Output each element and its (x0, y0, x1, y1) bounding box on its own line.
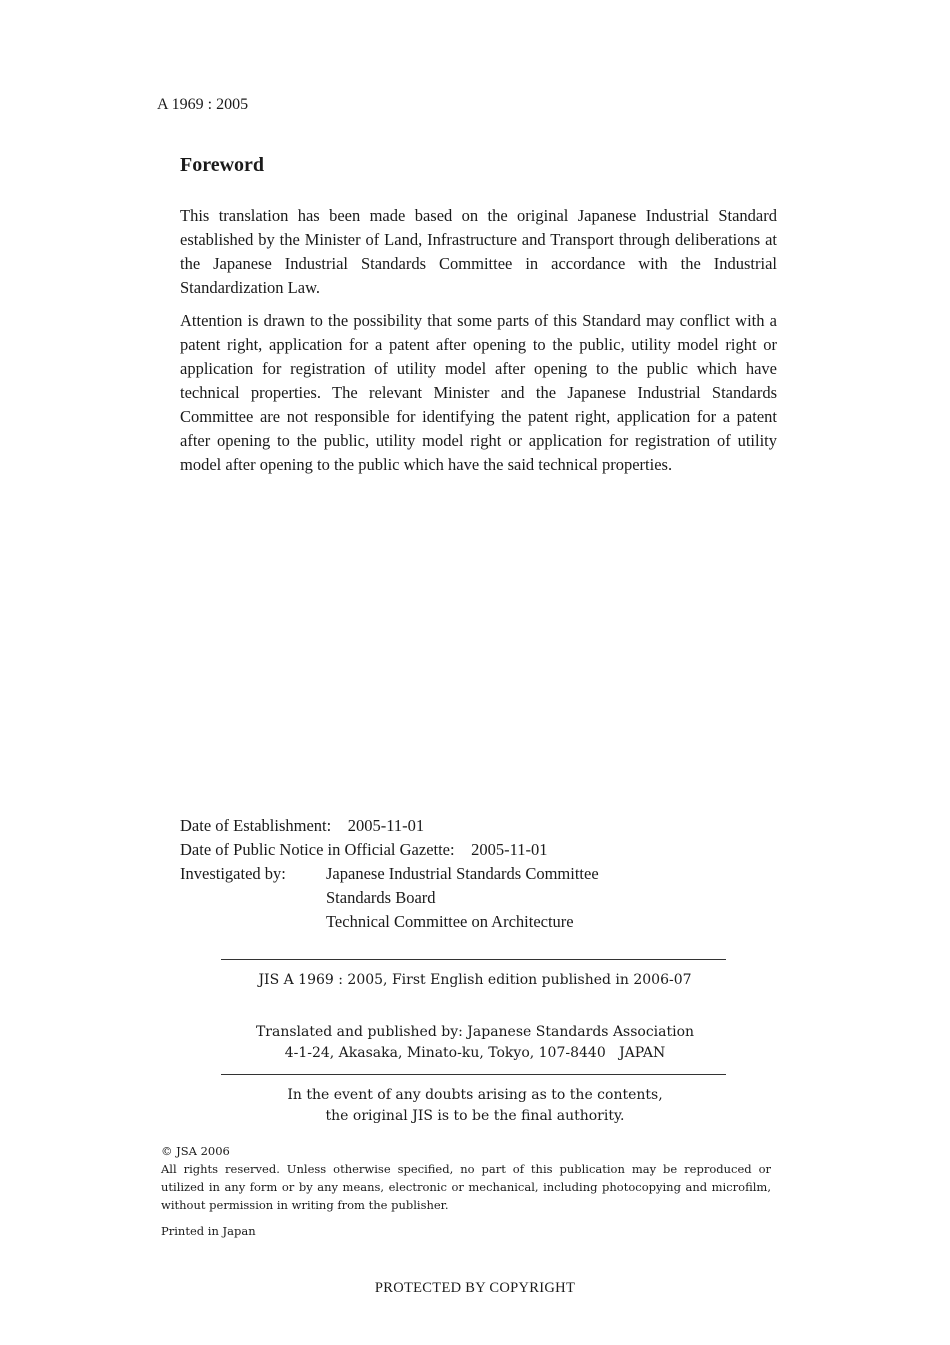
foreword-title: Foreword (180, 154, 265, 176)
divider-top (221, 959, 726, 960)
investigating-body: Technical Committee on Architecture (326, 912, 574, 931)
publisher-name: Translated and published by: Japanese Standards Association (255, 1024, 695, 1040)
establishment-date: 2005-11-01 (347, 816, 425, 835)
publisher-block (160, 1022, 790, 1064)
printed-location: Printed in Japan (161, 1224, 256, 1238)
investigating-body: Standards Board (326, 888, 436, 907)
public-notice-date: 2005-11-01 (471, 840, 548, 859)
publisher-address: 4-1-24, Akasaka, Minato-ku, Tokyo, 107-8440 JAPAN (284, 1045, 666, 1061)
foreword-paragraph-2: Attention is drawn to the possibility that some parts of this Standard may conflict with a patent right, application for a patent after opening to the public, utility model right or application for registration of utility model after opening to the public which have technical properties. The relevant Minister and the Japanese Industrial Standards Committee are not responsible for identifying the patent right, application for a patent after opening to the public, utility model right or application for registration of utility model after opening to the public which have the said technical properties. (180, 311, 777, 474)
copyright-notice: © JSA 2006 (161, 1144, 230, 1158)
authority-notice (160, 1085, 790, 1127)
authority-notice-line1: In the event of any doubts arising as to the contents, (287, 1087, 663, 1103)
public-notice-label: Date of Public Notice in Official Gazette: (180, 840, 455, 859)
public-notice-row (180, 838, 599, 862)
establishment-info (180, 814, 599, 934)
document-id: A 1969 : 2005 (157, 96, 249, 113)
establishment-date-row (180, 814, 599, 838)
divider-bottom (221, 1074, 726, 1075)
rights-statement: All rights reserved. Unless otherwise specified, no part of this publication may be reproduced or utilized in any form or by any means, electronic or mechanical, including photocopying and microfilm, without permission in writing from the publisher. (161, 1162, 771, 1212)
investigated-by-row (180, 862, 599, 934)
investigating-body: Japanese Industrial Standards Committee (326, 864, 599, 883)
establishment-label: Date of Establishment: (180, 816, 332, 835)
edition-line: JIS A 1969 : 2005, First English edition published in 2006-07 (258, 972, 692, 988)
investigated-by-list (326, 862, 599, 934)
investigated-by-label: Investigated by: (180, 864, 286, 883)
foreword-paragraph-1: This translation has been made based on the original Japanese Industrial Standard established by the Minister of Land, Infrastructure and Transport through deliberations at the Japanese Industrial Standards Committee in accordance with the Industrial Standardization Law. (180, 206, 777, 297)
copyright-footer: PROTECTED BY COPYRIGHT (374, 1280, 576, 1296)
authority-notice-line2: the original JIS is to be the final authority. (325, 1108, 625, 1124)
